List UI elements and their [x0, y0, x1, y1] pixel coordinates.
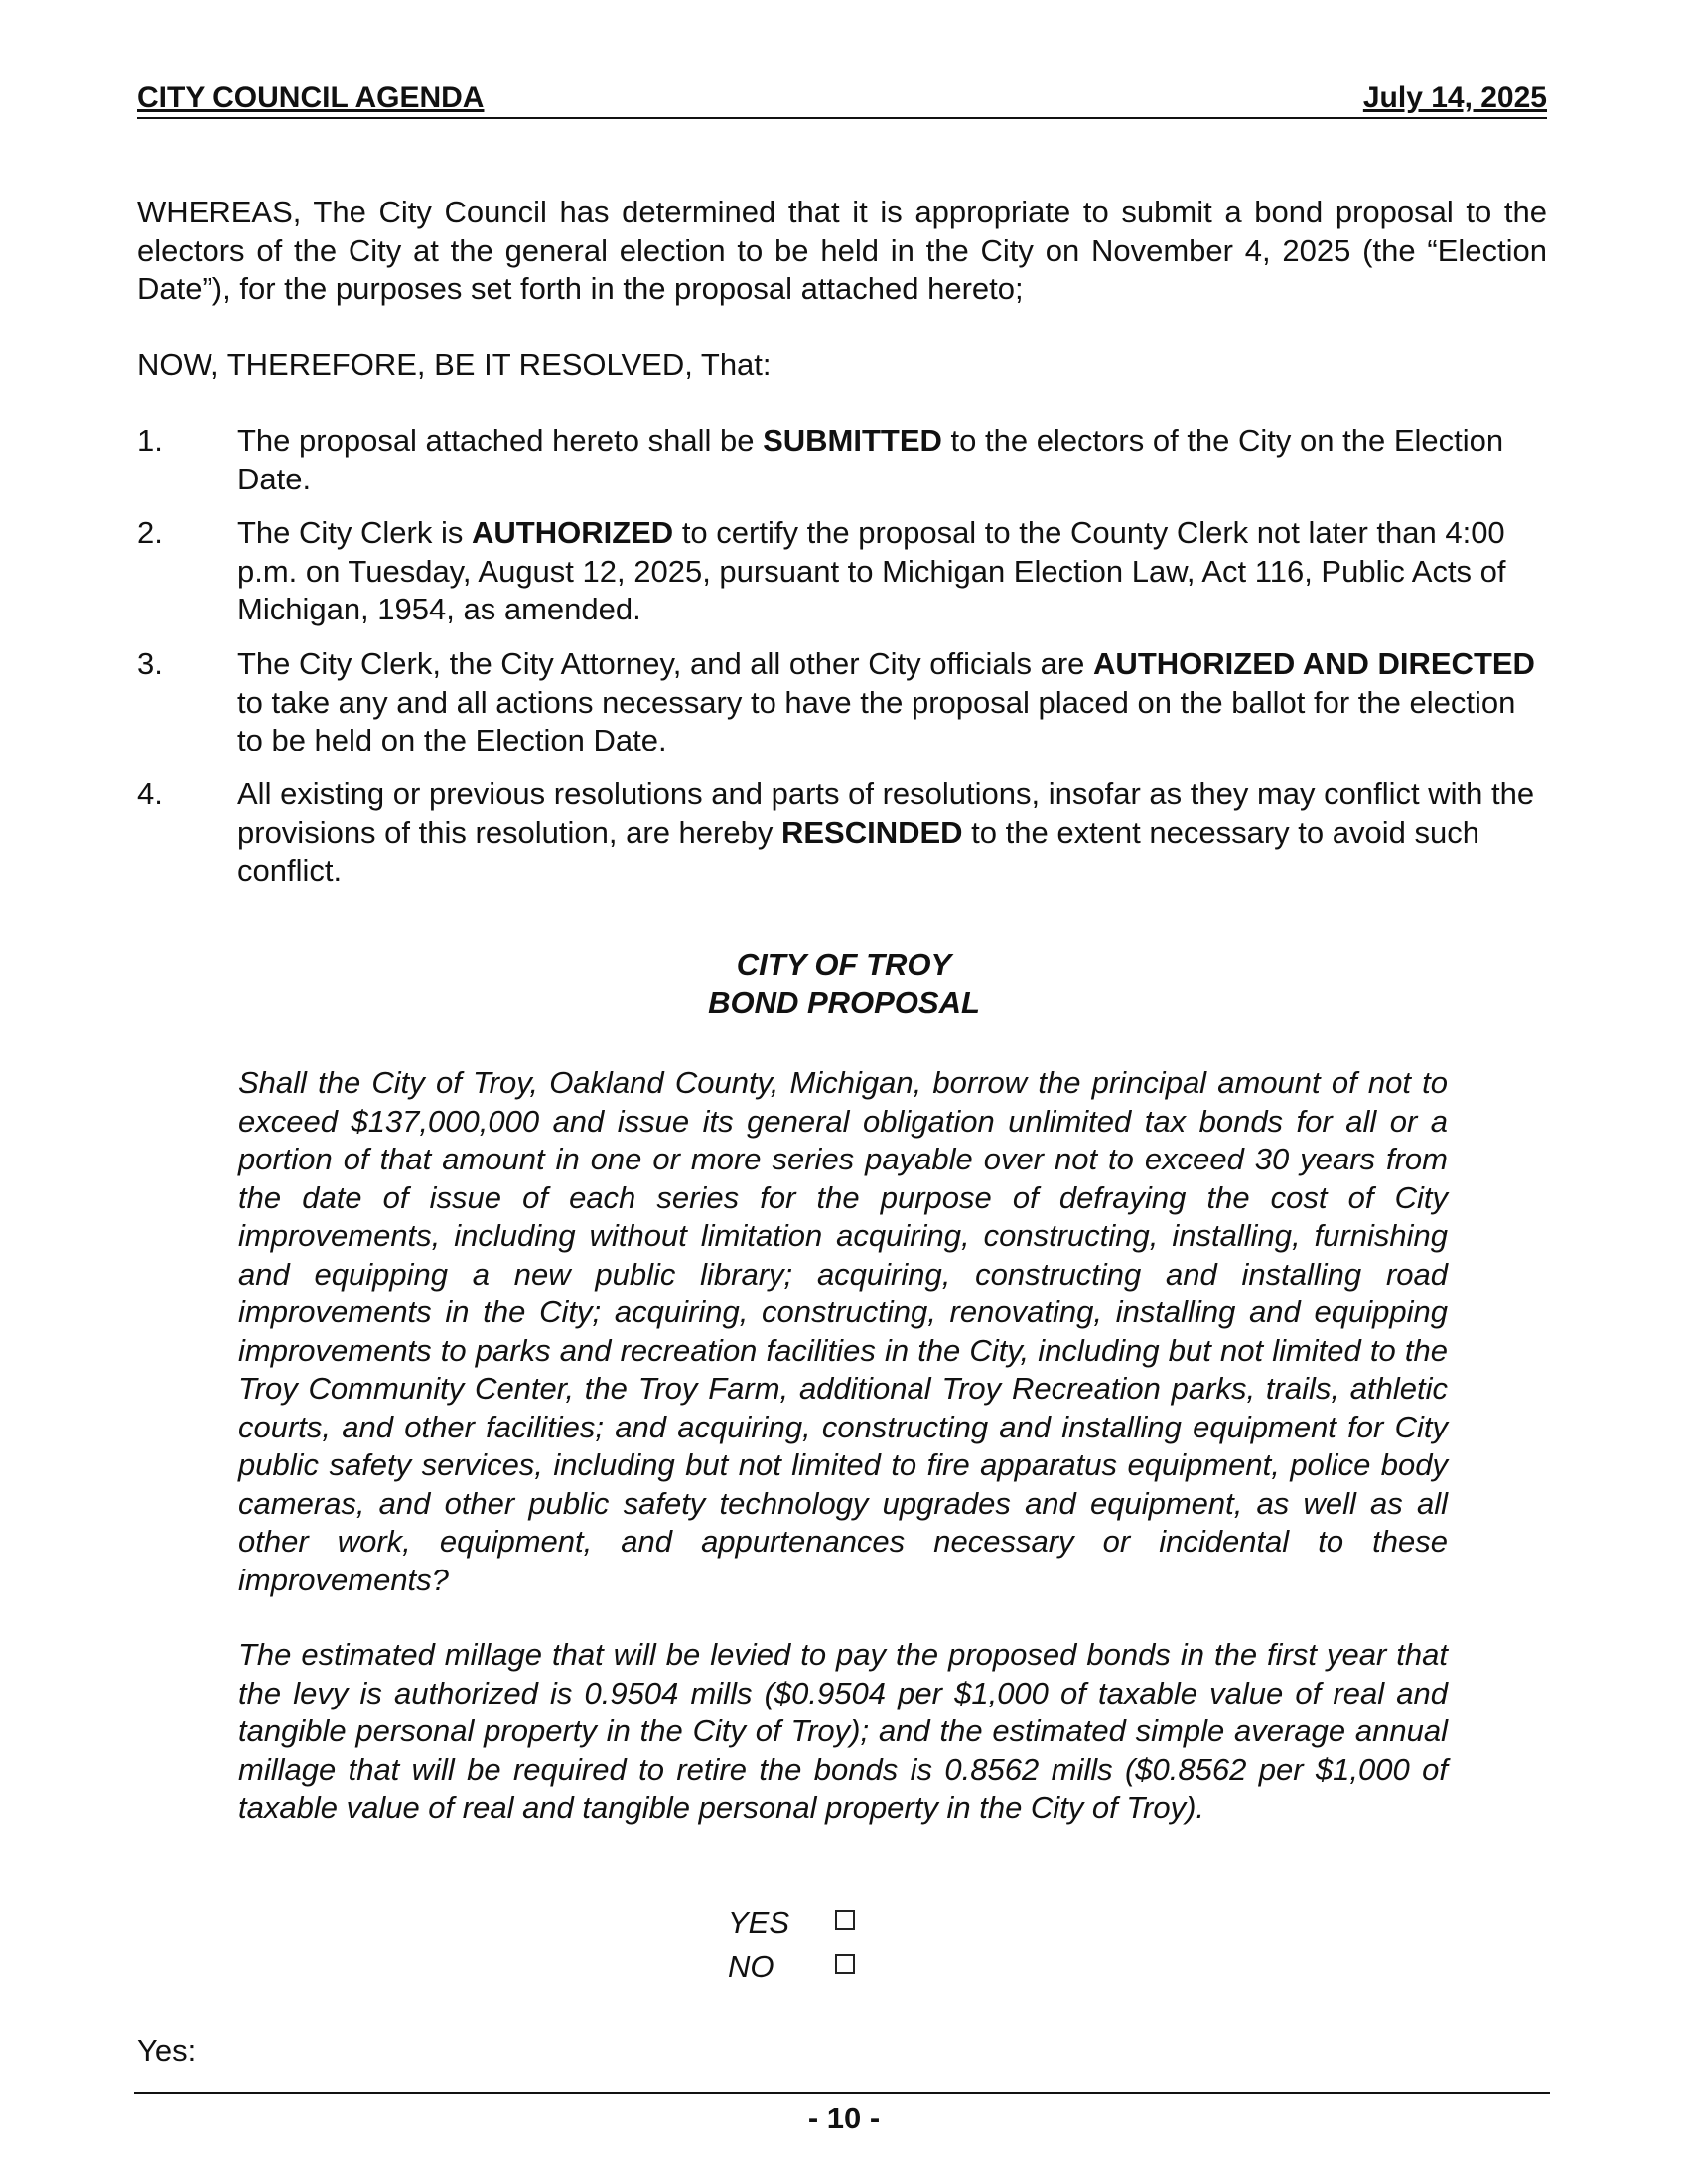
yes-option: [728, 1905, 789, 1941]
item-keyword: AUTHORIZED: [471, 515, 674, 550]
item-keyword: AUTHORIZED AND DIRECTED: [1093, 646, 1535, 681]
item-text: The proposal attached hereto shall be SUBMITTED to the electors of the City on the Election Date.: [237, 423, 1504, 496]
item-number: 4.: [137, 776, 163, 811]
item-number: 2.: [137, 515, 163, 550]
agenda-title: CITY COUNCIL AGENDA: [137, 81, 485, 114]
item-keyword: RESCINDED: [780, 814, 963, 850]
agenda-date: July 14, 2025: [1362, 81, 1547, 114]
item-text: The City Clerk, the City Attorney, and all other City officials are AUTHORIZED AND DIRECTED to take any and all actions necessary to have the proposal placed on the ballot for the election to be held on the Election Date.: [237, 646, 1535, 757]
whereas-paragraph: WHEREAS, The City Council has determined that it is appropriate to submit a bond proposal to the electors of the City at the general election to be held in the City on November 4, 2025 (the “Election Date”), for the purposes set forth in the proposal attached hereto;: [137, 195, 1547, 306]
no-option: [728, 1949, 774, 1984]
item-number: 3.: [137, 646, 163, 681]
proposal-title-line1: CITY OF TROY: [736, 947, 952, 982]
yes-option-label: YES: [728, 1905, 790, 1940]
resolved-paragraph: NOW, THEREFORE, BE IT RESOLVED, That:: [137, 347, 772, 382]
proposal-title-line2: BOND PROPOSAL: [708, 985, 980, 1020]
bond-proposal-question: Shall the City of Troy, Oakland County, Michigan, borrow the principal amount of not to exceed $137,000,000 and issue its general obligation unlimited tax bonds for all or a portion of that amount in one or more series payable over not to exceed 30 years from the date of issue of each series for the purpose of defraying the cost of City improvements, including without limitation acquiring, constructing, installing, furnishing and equipping a new public library; acquiring, constructing and installing road improvements in the City; acquiring, constructing, renovating, installing and equipping improvements to parks and recreation facilities in the City, including but not limited to the Troy Community Center, the Troy Farm, additional Troy Recreation parks, trails, athletic courts, and other facilities; and acquiring, constructing and installing equipment for City public safety services, including but not limited to fire apparatus equipment, police body cameras, and other public safety technology upgrades and equipment, as well as all other work, equipment, and appurtenances necessary or incidental to these improvements?: [238, 1065, 1448, 1597]
page-number: - 10 -: [807, 2101, 881, 2135]
millage-statement: The estimated millage that will be levied to pay the proposed bonds in the first year that the levy is authorized is 0.9504 mills ($0.9504 per $1,000 of taxable value of real and tangible personal property in the City of Troy); and the estimated simple average annual millage that will be required to retire the bonds is 0.8562 mills ($0.8562 per $1,000 of taxable value of real and tangible personal property in the City of Troy).: [238, 1637, 1448, 1825]
item-keyword: SUBMITTED: [763, 423, 942, 458]
item-number: 1.: [137, 423, 163, 458]
vote-yes-label: Yes:: [137, 2033, 197, 2068]
no-option-label: NO: [728, 1949, 774, 1983]
footer-divider: [134, 2092, 1550, 2094]
item-text: The City Clerk is AUTHORIZED to certify the proposal to the County Clerk not later than 4:00 p.m. on Tuesday, August 12, 2025, pursuant to Michigan Election Law, Act 116, Public Acts of Michigan, 1954, as amended.: [237, 515, 1506, 626]
yes-checkbox: [835, 1910, 855, 1930]
item-text: All existing or previous resolutions and parts of resolutions, insofar as they may conflict with the provisions of this resolution, are hereby RESCINDED to the extent necessary to avoid such conflict.: [237, 776, 1535, 887]
page-header: [137, 79, 1547, 119]
no-checkbox: [835, 1954, 855, 1974]
